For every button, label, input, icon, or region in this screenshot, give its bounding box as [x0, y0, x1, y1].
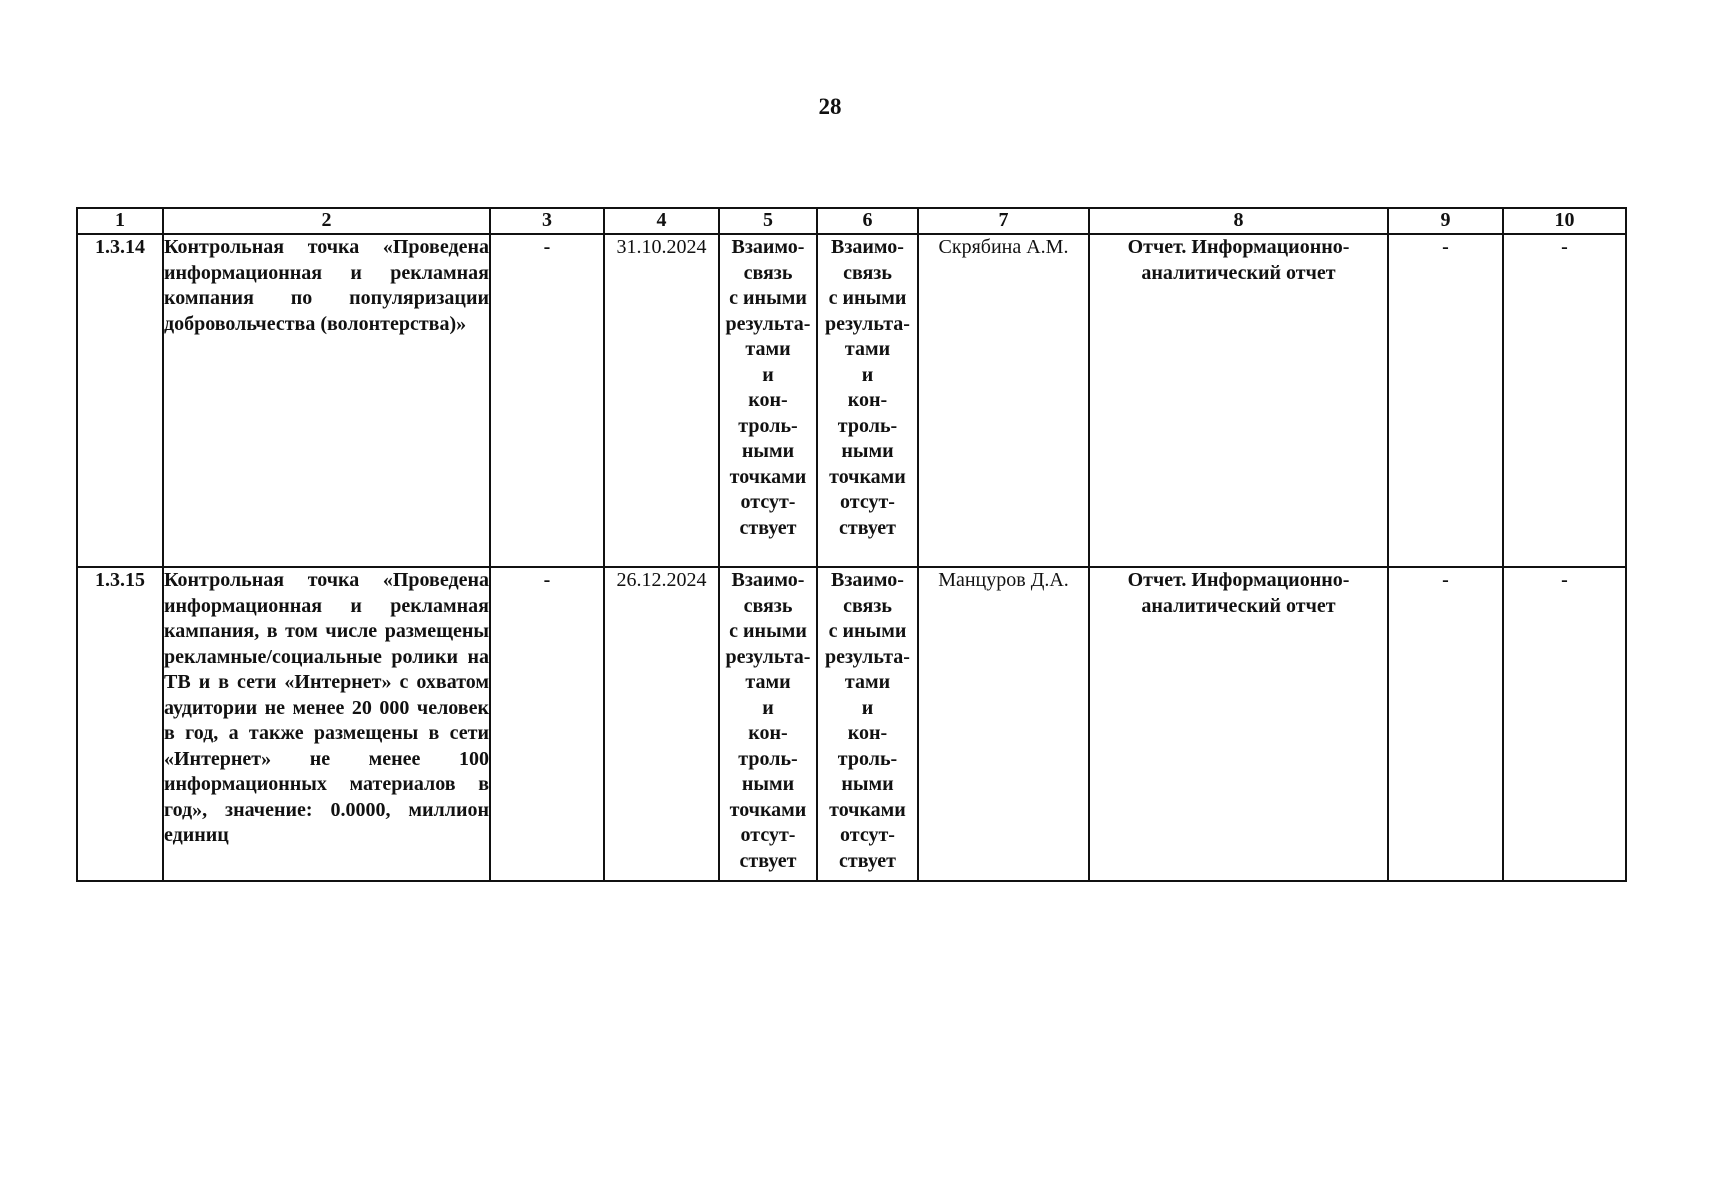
predecessor-relation: Взаимо- связь с иными результа- тами и кон- троль- ными точками отсут- ствует [719, 234, 817, 567]
responsible-person: Скрябина А.М. [918, 234, 1089, 567]
column-header: 9 [1388, 208, 1503, 234]
column-header: 6 [817, 208, 918, 234]
header-row [77, 208, 1626, 234]
deadline-date: 31.10.2024 [604, 234, 719, 567]
column-10-cell: - [1503, 234, 1626, 567]
control-point-name: Контрольная точка «Проведена информационная и рекламная компания по популяризации добровольчества (волонтерства)» [163, 234, 490, 567]
successor-relation: Взаимо- связь с иными результа- тами и кон- троль- ными точками отсут- ствует [817, 234, 918, 567]
column-9-cell: - [1388, 234, 1503, 567]
column-header: 3 [490, 208, 604, 234]
column-10-cell: - [1503, 567, 1626, 881]
control-point-name: Контрольная точка «Проведена информационная и рекламная кампания, в том числе размещены рекламные/социальные ролики на ТВ и в сети «Интернет» с охватом аудитории не менее 20 000 человек в год, а также размещены в сети «Интернет» не менее 100 информационных материалов в год», значение: 0.0000, миллион единиц [163, 567, 490, 881]
table-row [77, 567, 1626, 881]
base-value-cell: - [490, 234, 604, 567]
row-number: 1.3.15 [77, 567, 163, 881]
column-header: 10 [1503, 208, 1626, 234]
column-header: 4 [604, 208, 719, 234]
deadline-date: 26.12.2024 [604, 567, 719, 881]
column-header: 7 [918, 208, 1089, 234]
control-points-table [76, 207, 1627, 882]
report-type: Отчет. Информационно-аналитический отчет [1089, 567, 1388, 881]
row-number: 1.3.14 [77, 234, 163, 567]
column-header: 5 [719, 208, 817, 234]
successor-relation: Взаимо- связь с иными результа- тами и кон- троль- ными точками отсут- ствует [817, 567, 918, 881]
responsible-person: Манцуров Д.А. [918, 567, 1089, 881]
column-9-cell: - [1388, 567, 1503, 881]
table-row [77, 234, 1626, 567]
base-value-cell: - [490, 567, 604, 881]
predecessor-relation: Взаимо- связь с иными результа- тами и кон- троль- ными точками отсут- ствует [719, 567, 817, 881]
page-number: 28 [818, 94, 842, 119]
column-header: 1 [77, 208, 163, 234]
column-header: 2 [163, 208, 490, 234]
column-header: 8 [1089, 208, 1388, 234]
report-type: Отчет. Информационно-аналитический отчет [1089, 234, 1388, 567]
